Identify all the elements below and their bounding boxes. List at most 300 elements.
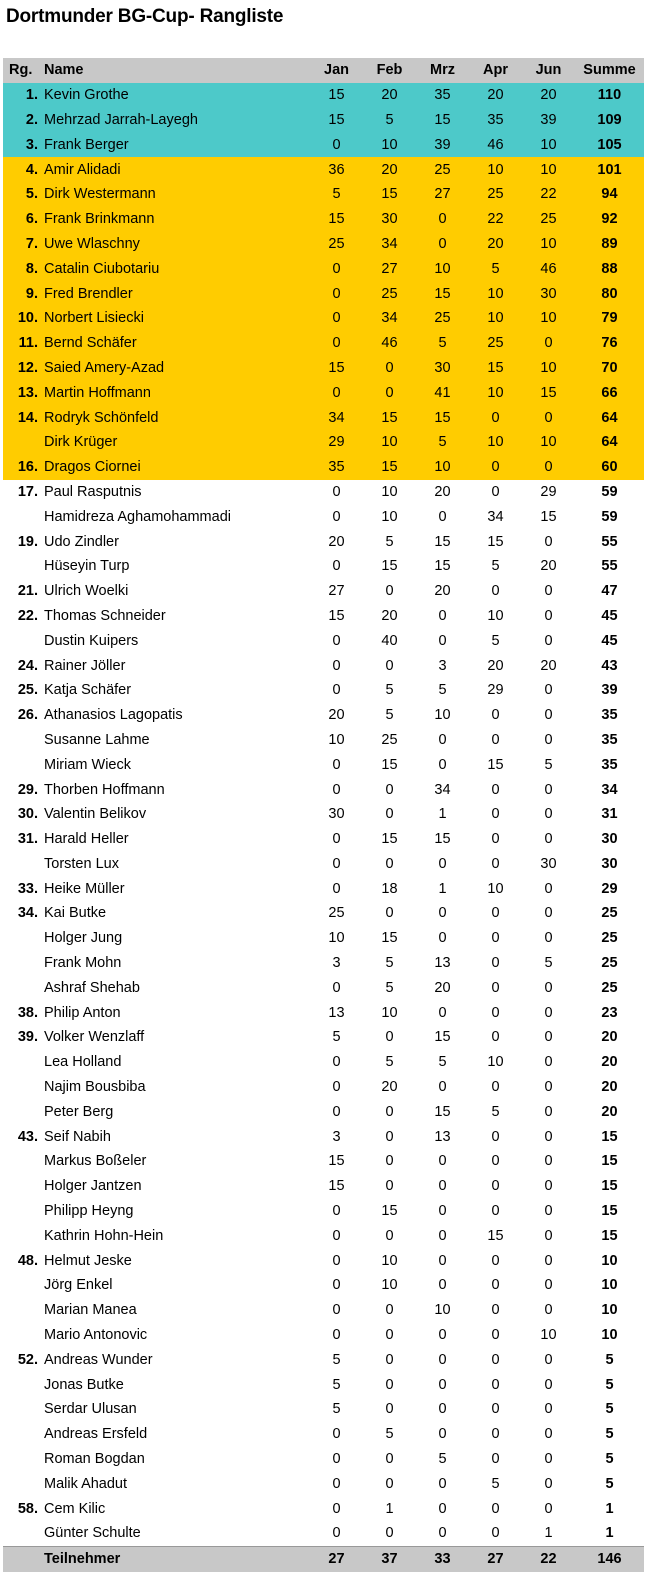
score-cell: 0 — [385, 855, 394, 872]
score-cell: 0 — [491, 1302, 500, 1319]
score-cell: 20 — [469, 232, 522, 257]
score-cell: 0 — [491, 1277, 500, 1294]
table-footer — [3, 1546, 644, 1571]
sum-cell: 43 — [601, 657, 618, 674]
score-cell: 0 — [491, 731, 500, 748]
sum-cell: 25 — [601, 955, 618, 972]
score-cell: 0 — [385, 1178, 394, 1195]
table-row — [3, 306, 644, 331]
player-name: Andreas Wunder — [44, 1351, 153, 1368]
sum-cell: 15 — [601, 1153, 618, 1170]
score-cell: 0 — [438, 1401, 447, 1418]
score-cell: 0 — [491, 1079, 500, 1096]
score-cell: 25 — [469, 331, 522, 356]
player-name: Thorben Hoffmann — [44, 781, 165, 798]
player-name: Catalin Ciubotariu — [41, 256, 310, 281]
score-cell: 30 — [540, 855, 557, 872]
sum-cell: 5 — [605, 1426, 614, 1443]
score-cell: 15 — [522, 380, 575, 405]
score-cell: 5 — [385, 979, 394, 996]
score-cell: 0 — [491, 1451, 500, 1468]
score-cell: 0 — [332, 632, 341, 649]
score-cell: 0 — [310, 132, 363, 157]
score-cell: 10 — [363, 132, 416, 157]
sum-cell: 79 — [575, 306, 644, 331]
score-cell: 5 — [385, 533, 394, 550]
sum-cell: 64 — [575, 430, 644, 455]
score-cell: 0 — [438, 1153, 447, 1170]
sum-cell: 59 — [601, 508, 618, 525]
score-cell: 29 — [540, 483, 557, 500]
score-cell: 5 — [332, 1029, 341, 1046]
rank-cell: 14. — [3, 405, 41, 430]
score-cell: 0 — [544, 781, 553, 798]
player-name: Jonas Butke — [44, 1376, 124, 1393]
sum-cell: 23 — [601, 1004, 618, 1021]
score-cell: 0 — [438, 1327, 447, 1344]
rank-cell: 9. — [3, 281, 41, 306]
sum-cell: 35 — [601, 707, 618, 724]
score-cell: 15 — [434, 558, 451, 575]
score-cell: 0 — [385, 1103, 394, 1120]
score-cell: 0 — [438, 1252, 447, 1269]
player-name: Ulrich Woelki — [44, 583, 129, 600]
table-row — [3, 455, 644, 480]
table-row — [3, 132, 644, 157]
player-name: Seif Nabih — [44, 1128, 111, 1145]
score-cell: 0 — [491, 979, 500, 996]
player-name: Martin Hoffmann — [41, 380, 310, 405]
score-cell: 46 — [363, 331, 416, 356]
sum-cell: 20 — [601, 1079, 618, 1096]
player-name: Miriam Wieck — [44, 756, 131, 773]
score-cell: 0 — [491, 831, 500, 848]
player-name: Ashraf Shehab — [44, 979, 140, 996]
sum-cell: 109 — [575, 108, 644, 133]
score-cell: 5 — [469, 256, 522, 281]
table-row — [3, 1521, 644, 1546]
score-cell: 0 — [385, 1227, 394, 1244]
table-row — [3, 380, 644, 405]
score-cell: 0 — [385, 1029, 394, 1046]
score-cell: 0 — [438, 905, 447, 922]
score-cell: 0 — [491, 1401, 500, 1418]
sum-cell: 5 — [605, 1475, 614, 1492]
sum-cell: 15 — [601, 1203, 618, 1220]
score-cell: 0 — [310, 256, 363, 281]
score-cell: 10 — [487, 1054, 504, 1071]
score-cell: 25 — [416, 306, 469, 331]
score-cell: 0 — [544, 1029, 553, 1046]
score-cell: 15 — [310, 356, 363, 381]
rank-cell — [3, 852, 41, 877]
score-cell: 0 — [332, 657, 341, 674]
score-cell: 15 — [310, 207, 363, 232]
score-cell: 5 — [332, 1401, 341, 1418]
score-cell: 15 — [434, 831, 451, 848]
score-cell: 0 — [491, 955, 500, 972]
score-cell: 0 — [438, 731, 447, 748]
score-cell: 0 — [438, 930, 447, 947]
score-cell: 10 — [522, 132, 575, 157]
score-cell: 0 — [544, 1128, 553, 1145]
score-cell: 0 — [332, 1277, 341, 1294]
score-cell: 0 — [385, 1376, 394, 1393]
rank-cell — [3, 1521, 41, 1546]
sum-cell: 110 — [575, 83, 644, 108]
header-month-feb: Feb — [363, 58, 416, 83]
score-cell: 15 — [328, 607, 345, 624]
score-cell: 0 — [491, 583, 500, 600]
sum-cell: 5 — [605, 1351, 614, 1368]
score-cell: 10 — [540, 1327, 557, 1344]
player-name: Dragos Ciornei — [41, 455, 310, 480]
table-row — [3, 876, 644, 901]
rank-cell — [3, 1471, 41, 1496]
table-row — [3, 752, 644, 777]
score-cell: 0 — [363, 356, 416, 381]
sum-cell: 80 — [575, 281, 644, 306]
table-row — [3, 1372, 644, 1397]
score-cell: 0 — [438, 1203, 447, 1220]
player-name: Cem Kilic — [44, 1500, 106, 1517]
player-name: Günter Schulte — [44, 1525, 141, 1542]
table-header — [3, 58, 644, 83]
rank-cell: 1. — [3, 83, 41, 108]
score-cell: 5 — [491, 558, 500, 575]
score-cell: 0 — [438, 1376, 447, 1393]
header-month-apr: Apr — [469, 58, 522, 83]
score-cell: 0 — [438, 1004, 447, 1021]
score-cell: 20 — [434, 583, 451, 600]
sum-cell: 1 — [605, 1525, 614, 1542]
score-cell: 10 — [522, 356, 575, 381]
player-name: Udo Zindler — [44, 533, 119, 550]
player-name: Philip Anton — [44, 1004, 121, 1021]
score-cell: 0 — [385, 1302, 394, 1319]
score-cell: 39 — [522, 108, 575, 133]
score-cell: 0 — [544, 632, 553, 649]
table-row — [3, 1199, 644, 1224]
table-row — [3, 1447, 644, 1472]
score-cell: 0 — [491, 1525, 500, 1542]
score-cell: 0 — [385, 657, 394, 674]
score-cell: 0 — [332, 880, 341, 897]
score-cell: 15 — [416, 281, 469, 306]
footer-label: Teilnehmer — [41, 1546, 310, 1571]
score-cell: 15 — [434, 533, 451, 550]
score-cell: 5 — [491, 1103, 500, 1120]
score-cell: 0 — [416, 207, 469, 232]
sum-cell: 30 — [601, 831, 618, 848]
table-row — [3, 1422, 644, 1447]
score-cell: 13 — [328, 1004, 345, 1021]
score-cell: 15 — [363, 455, 416, 480]
score-cell: 0 — [332, 1426, 341, 1443]
score-cell: 0 — [544, 1302, 553, 1319]
score-cell: 0 — [332, 682, 341, 699]
score-cell: 5 — [332, 1376, 341, 1393]
score-cell: 0 — [438, 632, 447, 649]
score-cell: 5 — [491, 632, 500, 649]
rank-cell: 22. — [17, 607, 38, 624]
score-cell: 0 — [491, 905, 500, 922]
player-name: Kevin Grothe — [41, 83, 310, 108]
score-cell: 20 — [469, 83, 522, 108]
score-cell: 0 — [438, 855, 447, 872]
score-cell: 25 — [310, 232, 363, 257]
score-cell: 5 — [310, 182, 363, 207]
table-row — [3, 281, 644, 306]
table-row — [3, 1347, 644, 1372]
score-cell: 10 — [381, 1277, 398, 1294]
player-name: Norbert Lisiecki — [41, 306, 310, 331]
score-cell: 0 — [544, 905, 553, 922]
table-row — [3, 1075, 644, 1100]
table-row — [3, 1000, 644, 1025]
table-row — [3, 604, 644, 629]
score-cell: 0 — [385, 1351, 394, 1368]
table-row — [3, 653, 644, 678]
score-cell: 15 — [487, 533, 504, 550]
table-row — [3, 951, 644, 976]
table-row — [3, 504, 644, 529]
score-cell: 0 — [491, 1252, 500, 1269]
score-cell: 0 — [491, 855, 500, 872]
table-row — [3, 703, 644, 728]
score-cell: 5 — [385, 707, 394, 724]
rank-cell: 19. — [17, 533, 38, 550]
player-name: Malik Ahadut — [44, 1475, 128, 1492]
score-cell: 0 — [544, 682, 553, 699]
score-cell: 35 — [469, 108, 522, 133]
table-row — [3, 232, 644, 257]
footer-count-feb: 37 — [363, 1546, 416, 1571]
score-cell: 27 — [328, 583, 345, 600]
player-name: Amir Alidadi — [41, 157, 310, 182]
score-cell: 15 — [381, 558, 398, 575]
sum-cell: 20 — [601, 1103, 618, 1120]
footer-sum: 146 — [575, 1546, 644, 1571]
score-cell: 20 — [434, 483, 451, 500]
score-cell: 0 — [332, 1500, 341, 1517]
score-cell: 10 — [487, 607, 504, 624]
score-cell: 0 — [491, 1178, 500, 1195]
table-row — [3, 256, 644, 281]
rank-cell: 7. — [3, 232, 41, 257]
score-cell: 39 — [416, 132, 469, 157]
sum-cell: 20 — [601, 1054, 618, 1071]
score-cell: 0 — [491, 1203, 500, 1220]
score-cell: 15 — [328, 1178, 345, 1195]
score-cell: 0 — [544, 707, 553, 724]
score-cell: 20 — [540, 657, 557, 674]
player-name: Uwe Wlaschny — [41, 232, 310, 257]
score-cell: 30 — [328, 806, 345, 823]
score-cell: 5 — [491, 1475, 500, 1492]
score-cell: 3 — [332, 955, 341, 972]
table-body — [3, 83, 644, 1547]
score-cell: 0 — [544, 880, 553, 897]
player-name: Valentin Belikov — [44, 806, 147, 823]
score-cell: 0 — [544, 1054, 553, 1071]
rank-cell — [3, 728, 41, 753]
score-cell: 0 — [522, 331, 575, 356]
score-cell: 0 — [544, 831, 553, 848]
score-cell: 0 — [332, 483, 341, 500]
sum-cell: 5 — [605, 1451, 614, 1468]
score-cell: 0 — [385, 905, 394, 922]
rank-cell — [3, 1397, 41, 1422]
sum-cell: 45 — [601, 607, 618, 624]
score-cell: 0 — [385, 806, 394, 823]
rank-cell — [3, 1199, 41, 1224]
score-cell: 1 — [438, 806, 447, 823]
player-name: Roman Bogdan — [44, 1451, 145, 1468]
score-cell: 3 — [332, 1128, 341, 1145]
rank-cell: 13. — [3, 380, 41, 405]
sum-cell: 60 — [575, 455, 644, 480]
score-cell: 0 — [544, 1178, 553, 1195]
sum-cell: 29 — [601, 880, 618, 897]
sum-cell: 59 — [601, 483, 618, 500]
score-cell: 35 — [310, 455, 363, 480]
table-row — [3, 1248, 644, 1273]
score-cell: 20 — [381, 607, 398, 624]
player-name: Hamidreza Aghamohammadi — [44, 508, 231, 525]
sum-cell: 55 — [601, 558, 618, 575]
table-row — [3, 579, 644, 604]
rank-cell: 11. — [3, 331, 41, 356]
player-name: Katja Schäfer — [44, 682, 132, 699]
table-row — [3, 356, 644, 381]
rank-cell — [3, 1372, 41, 1397]
score-cell: 22 — [522, 182, 575, 207]
score-cell: 15 — [434, 1029, 451, 1046]
rank-cell — [3, 1447, 41, 1472]
rank-cell — [3, 951, 41, 976]
footer-count-mrz: 33 — [416, 1546, 469, 1571]
score-cell: 0 — [332, 1475, 341, 1492]
score-cell: 0 — [385, 1451, 394, 1468]
table-row — [3, 1099, 644, 1124]
rank-cell — [3, 1298, 41, 1323]
player-name: Torsten Lux — [44, 855, 119, 872]
score-cell: 0 — [332, 1252, 341, 1269]
score-cell: 0 — [332, 1054, 341, 1071]
player-name: Andreas Ersfeld — [44, 1426, 148, 1443]
score-cell: 10 — [522, 157, 575, 182]
score-cell: 1 — [438, 880, 447, 897]
player-name: Holger Jantzen — [44, 1178, 142, 1195]
player-name: Thomas Schneider — [44, 607, 166, 624]
score-cell: 0 — [491, 781, 500, 798]
score-cell: 10 — [522, 232, 575, 257]
score-cell: 0 — [544, 533, 553, 550]
score-cell: 20 — [328, 533, 345, 550]
score-cell: 0 — [544, 930, 553, 947]
score-cell: 0 — [438, 1227, 447, 1244]
rank-cell: 25. — [17, 682, 38, 699]
score-cell: 41 — [416, 380, 469, 405]
score-cell: 10 — [381, 1004, 398, 1021]
score-cell: 0 — [385, 1153, 394, 1170]
score-cell: 0 — [491, 930, 500, 947]
player-name: Lea Holland — [44, 1054, 122, 1071]
score-cell: 0 — [544, 1227, 553, 1244]
score-cell: 15 — [487, 756, 504, 773]
score-cell: 1 — [544, 1525, 553, 1542]
score-cell: 25 — [469, 182, 522, 207]
rank-cell: 38. — [17, 1004, 38, 1021]
rank-cell: 43. — [17, 1128, 38, 1145]
score-cell: 15 — [469, 356, 522, 381]
table-row — [3, 802, 644, 827]
score-cell: 0 — [491, 483, 500, 500]
player-name: Harald Heller — [44, 831, 129, 848]
score-cell: 0 — [544, 1252, 553, 1269]
score-cell: 0 — [416, 232, 469, 257]
table-row — [3, 1149, 644, 1174]
table-row — [3, 1124, 644, 1149]
player-name: Kathrin Hohn-Hein — [44, 1227, 164, 1244]
player-name: Volker Wenzlaff — [44, 1029, 145, 1046]
table-row — [3, 1050, 644, 1075]
score-cell: 0 — [332, 979, 341, 996]
sum-cell: 35 — [601, 756, 618, 773]
sum-cell: 15 — [601, 1178, 618, 1195]
rank-cell: 6. — [3, 207, 41, 232]
score-cell: 0 — [310, 331, 363, 356]
score-cell: 22 — [469, 207, 522, 232]
rank-cell — [3, 1050, 41, 1075]
sum-cell: 55 — [601, 533, 618, 550]
sum-cell: 34 — [601, 781, 618, 798]
sum-cell: 89 — [575, 232, 644, 257]
score-cell: 0 — [469, 405, 522, 430]
rank-cell — [3, 628, 41, 653]
sum-cell: 10 — [601, 1302, 618, 1319]
score-cell: 0 — [491, 1327, 500, 1344]
score-cell: 15 — [416, 108, 469, 133]
score-cell: 0 — [385, 781, 394, 798]
score-cell: 10 — [434, 707, 451, 724]
score-cell: 0 — [544, 1277, 553, 1294]
sum-cell: 5 — [605, 1401, 614, 1418]
table-row — [3, 777, 644, 802]
score-cell: 0 — [544, 1103, 553, 1120]
score-cell: 0 — [438, 1426, 447, 1443]
sum-cell: 101 — [575, 157, 644, 182]
score-cell: 10 — [434, 1302, 451, 1319]
rank-cell: 17. — [17, 483, 38, 500]
sum-cell: 45 — [601, 632, 618, 649]
table-row — [3, 108, 644, 133]
rank-cell: 34. — [17, 905, 38, 922]
score-cell: 5 — [385, 1426, 394, 1443]
footer-count-apr: 27 — [469, 1546, 522, 1571]
player-name: Saied Amery-Azad — [41, 356, 310, 381]
score-cell: 5 — [438, 1054, 447, 1071]
rank-cell: 31. — [17, 831, 38, 848]
score-cell: 0 — [438, 756, 447, 773]
score-cell: 5 — [385, 682, 394, 699]
rank-cell: 30. — [17, 806, 38, 823]
score-cell: 0 — [438, 1500, 447, 1517]
score-cell: 0 — [332, 855, 341, 872]
score-cell: 10 — [469, 380, 522, 405]
score-cell: 10 — [416, 455, 469, 480]
